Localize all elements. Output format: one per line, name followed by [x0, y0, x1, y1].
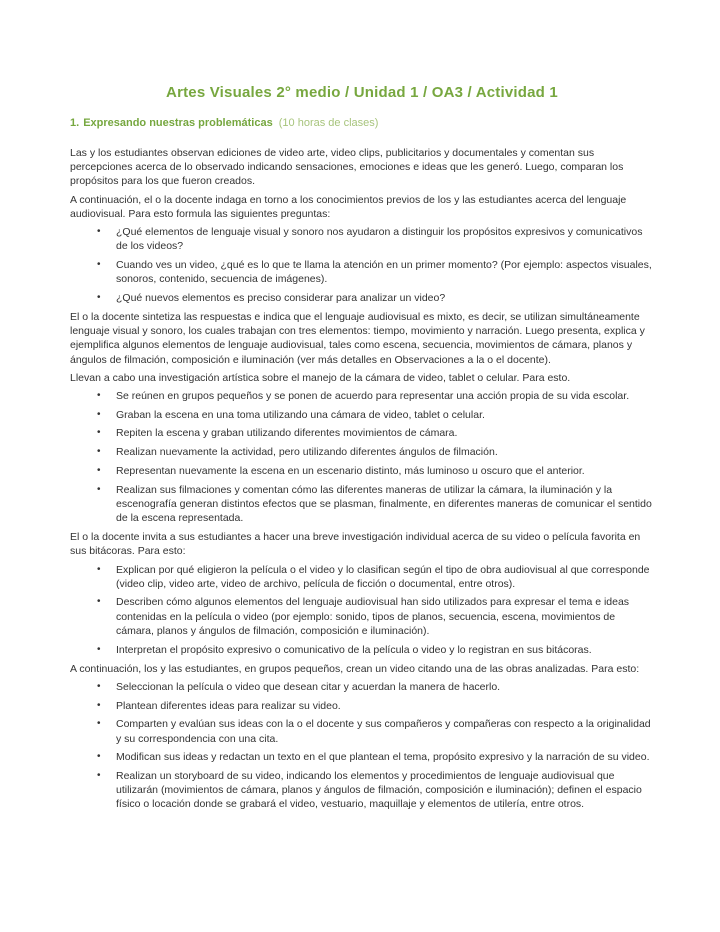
bullet-icon: • — [97, 596, 101, 608]
list-item: • ¿Qué nuevos elementos es preciso considerar para analizar un video? — [97, 291, 446, 304]
bullet-icon: • — [97, 751, 101, 763]
list-item: • ¿Qué elementos de lenguaje visual y sonoro nos ayudaron a distinguir los propósitos expresivos y comunicativos de los videos? — [97, 226, 643, 253]
bullet-icon: • — [97, 408, 101, 420]
bullet-icon: • — [97, 681, 101, 692]
camera-investigation-list — [70, 389, 654, 525]
paragraph-individual-research-intro: El o la docente invita a sus estudiantes a hacer una breve investigación individual acerca de su video o película favorita en sus bitácoras. Para esto: — [70, 531, 641, 558]
question-list — [70, 225, 654, 305]
activity-name: Expresando nuestras problemáticas — [83, 117, 273, 129]
list-item: • Interpretan el propósito expresivo o comunicativo de la película o video y lo registran en sus bitácoras. — [97, 643, 592, 656]
activity-heading — [70, 117, 654, 129]
list-item: • Modifican sus ideas y redactan un texto en el que plantean el tema, propósito expresivo y la narración de su video. — [97, 751, 650, 764]
paragraph-students-observe: Las y los estudiantes observan ediciones de video arte, video clips, publicitarios y documentales y comentan sus percepciones acerca de lo observado indicando sensaciones, emociones e ideas que les generó. Luego, comparan los propósitos para los que fueron creados. — [70, 147, 624, 188]
list-item: • Comparten y evalúan sus ideas con la o el docente y sus compañeros y compañeras con respecto a la originalidad y su correspondencia con una cita. — [97, 718, 651, 745]
document-title: Artes Visuales 2° medio / Unidad 1 / OA3 / Actividad 1 — [166, 84, 558, 101]
bullet-icon: • — [97, 464, 101, 476]
paragraph-video-creation-intro: A continuación, los y las estudiantes, en grupos pequeños, crean un video citando una de las obras analizadas. Para esto: — [70, 662, 640, 675]
list-item: • Realizan sus filmaciones y comentan cómo las diferentes maneras de utilizar la cámara, la iluminación y la escenografía generan distintos efectos que se plasman, finalmente, en diferentes maneras de comunicar el sentido de la escena representada. — [97, 483, 652, 524]
bullet-icon: • — [97, 226, 101, 238]
document-body — [70, 146, 654, 812]
individual-research-list — [70, 563, 654, 657]
bullet-icon: • — [97, 483, 101, 495]
list-item: • Explican por qué eligieron la película o el video y lo clasifican según el tipo de obra audiovisual al que corresponde (video clip, video arte, video de archivo, película de ficción o documental, entre otros). — [97, 563, 650, 590]
bullet-icon: • — [97, 390, 101, 402]
bullet-icon: • — [97, 699, 101, 711]
paragraph-teacher-synthesis: El o la docente sintetiza las respuestas e indica que el lenguaje audiovisual es mixto, es decir, se utilizan simultáneamente lenguaje visual y sonoro, los cuales trabajan con tres elementos: tiempo, movimiento y narración. Luego presenta, explica y ejemplifica algunos elementos de lenguaje audiovisual, tales como escena, secuencia, movimientos de cámara, planos y ángulos de filmación, composición e iluminación (ver más detalles en Observaciones a la o el docente). — [70, 311, 645, 366]
list-item: • Realizan nuevamente la actividad, pero utilizando diferentes ángulos de filmación. — [97, 446, 498, 459]
list-item: • Repiten la escena y graban utilizando diferentes movimientos de cámara. — [97, 427, 458, 440]
list-item: • Representan nuevamente la escena en un escenario distinto, más luminoso u oscuro que el anterior. — [97, 464, 585, 477]
bullet-icon: • — [97, 258, 101, 270]
paragraph-camera-investigation-intro: Llevan a cabo una investigación artística sobre el manejo de la cámara de video, tablet o celular. Para esto. — [70, 371, 571, 384]
bullet-icon: • — [97, 643, 101, 655]
list-item: • Describen cómo algunos elementos del lenguaje audiovisual han sido utilizados para expresar el tema e ideas contenidas en la película o video (por ejemplo: sonido, tipos de planos, secuencia, escena, movimientos de cámara, planos y ángulos de filmación, composición e iluminación). — [97, 596, 630, 637]
video-creation-list — [70, 680, 654, 812]
list-item: • Graban la escena en una toma utilizando una cámara de video, tablet o celular. — [97, 408, 485, 421]
list-item: • Plantean diferentes ideas para realizar su video. — [97, 699, 341, 712]
list-item: • Seleccionan la película o video que desean citar y acuerdan la manera de hacerlo. — [97, 681, 501, 693]
list-item: • Cuando ves un video, ¿qué es lo que te llama la atención en un primer momento? (Por ejemplo: aspectos visuales, sonoros, contenido, secuencia de imágenes). — [97, 258, 652, 286]
bullet-icon: • — [97, 770, 101, 782]
list-item: • Se reúnen en grupos pequeños y se ponen de acuerdo para representar una acción propia de su vida escolar. — [97, 390, 630, 403]
bullet-icon: • — [97, 446, 101, 458]
bullet-icon: • — [97, 718, 101, 730]
bullet-icon: • — [97, 291, 101, 303]
activity-duration: (10 horas de clases) — [278, 117, 379, 129]
bullet-icon: • — [97, 427, 101, 439]
bullet-icon: • — [97, 563, 101, 575]
activity-number: 1. — [70, 117, 80, 129]
paragraph-teacher-questions-intro: A continuación, el o la docente indaga en torno a los conocimientos previos de los y las estudiantes acerca del lenguaje audiovisual. Para esto formula las siguientes preguntas: — [70, 193, 627, 220]
list-item: • Realizan un storyboard de su video, indicando los elementos y procedimientos de lenguaje audiovisual que utilizarán (movimientos de cámara, planos y ángulos de filmación, composición e iluminación); definen el espacio físico o locación donde se grabará el video, vestuario, maquillaje y elementos de utilería, entre otros. — [97, 770, 642, 811]
